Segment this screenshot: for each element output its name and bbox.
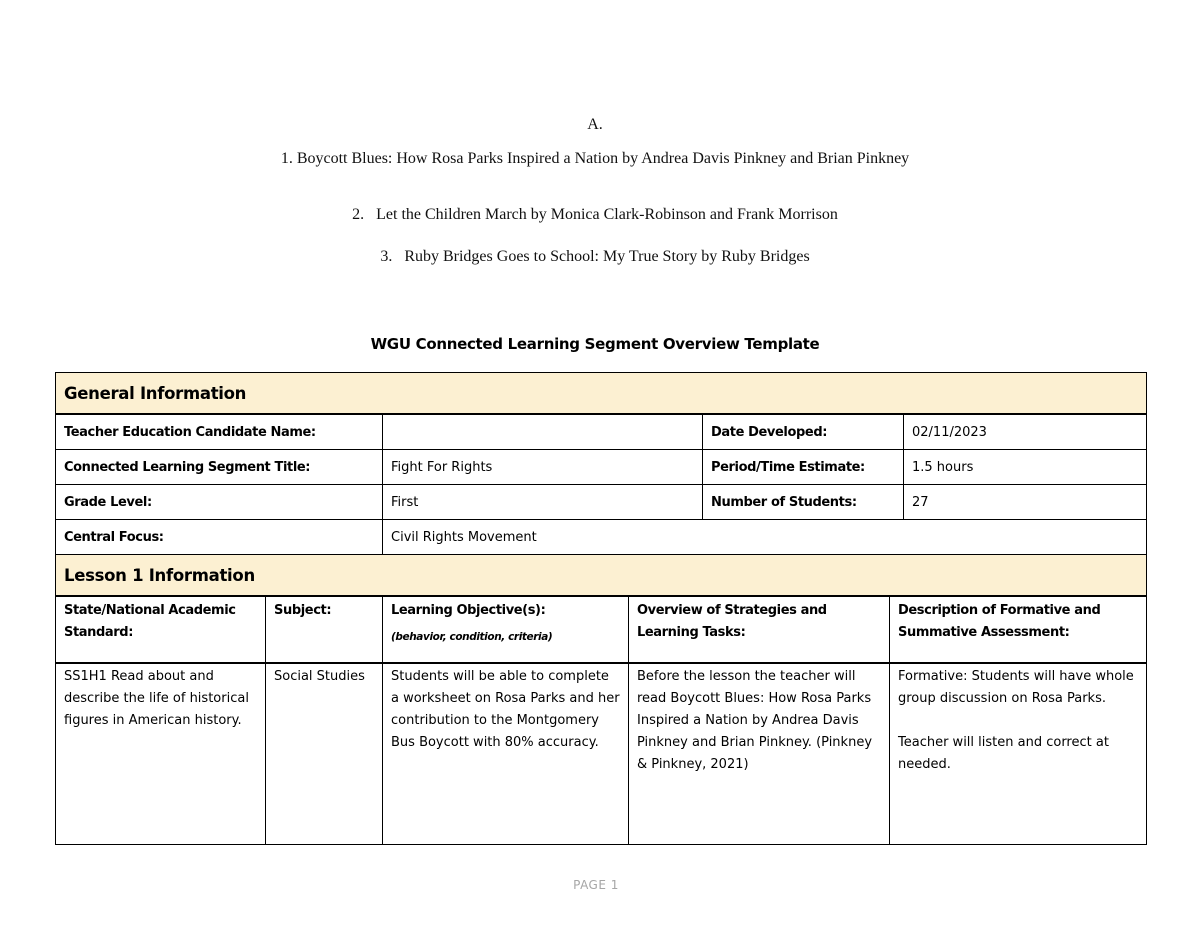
book-number: 2. <box>352 206 365 223</box>
info-row-segment-title <box>56 450 1147 485</box>
subject-header: Subject: <box>266 596 383 663</box>
objective-header <box>383 596 629 663</box>
book-title: Let the Children March by Monica Clark-Robinson and Frank Morrison <box>376 206 838 223</box>
candidate-name-label: Teacher Education Candidate Name: <box>56 414 383 450</box>
subject-cell: Social Studies <box>266 663 383 845</box>
book-number: 3. <box>380 248 393 265</box>
info-row-central-focus <box>56 520 1147 555</box>
date-developed-value: 02/11/2023 <box>904 414 1147 450</box>
assessment-spacer <box>898 710 1138 732</box>
info-row-grade <box>56 485 1147 520</box>
assessment-header: Description of Formative and Summative Assessment: <box>890 596 1147 663</box>
date-developed-label: Date Developed: <box>703 414 904 450</box>
page-number: PAGE 1 <box>573 878 619 892</box>
grade-level-label: Grade Level: <box>56 485 383 520</box>
standard-header: State/National Academic Standard: <box>56 596 266 663</box>
period-label: Period/Time Estimate: <box>703 450 904 485</box>
central-focus-label: Central Focus: <box>56 520 383 555</box>
students-value: 27 <box>904 485 1147 520</box>
book-title: Boycott Blues: How Rosa Parks Inspired a Nation by Andrea Davis Pinkney and Brian Pinkney <box>296 150 910 167</box>
segment-title-label: Connected Learning Segment Title: <box>56 450 383 485</box>
segment-overview-table <box>55 372 1147 845</box>
segment-title-value: Fight For Rights <box>383 450 703 485</box>
section-letter: A. <box>587 116 603 133</box>
book-list-item-1 <box>0 150 1190 168</box>
central-focus-value: Civil Rights Movement <box>383 520 1147 555</box>
lesson1-content-row <box>56 663 1147 845</box>
book-list-item-2 <box>0 206 1190 224</box>
strategies-header: Overview of Strategies and Learning Tasks: <box>629 596 890 663</box>
strategies-cell: Before the lesson the teacher will read Boycott Blues: How Rosa Parks Inspired a Nation by Andrea Davis Pinkney and Brian Pinkney. (Pinkney & Pinkney, 2021) <box>629 663 890 845</box>
general-info-heading: General Information <box>56 373 1147 415</box>
book-list-item-3 <box>0 248 1190 266</box>
objective-header-label: Learning Objective(s): <box>391 603 546 618</box>
assessment-cell <box>890 663 1147 845</box>
general-info-header-row <box>56 373 1147 415</box>
period-value: 1.5 hours <box>904 450 1147 485</box>
lesson1-column-headers <box>56 596 1147 663</box>
assessment-formative: Formative: Students will have whole group discussion on Rosa Parks. <box>898 669 1134 706</box>
lesson1-heading: Lesson 1 Information <box>56 555 1147 597</box>
grade-level-value: First <box>383 485 703 520</box>
book-number: 1. <box>280 150 293 167</box>
lesson1-header-row <box>56 555 1147 597</box>
objective-header-subtitle: (behavior, condition, criteria) <box>391 631 553 643</box>
students-label: Number of Students: <box>703 485 904 520</box>
objective-cell: Students will be able to complete a worksheet on Rosa Parks and her contribution to the Montgomery Bus Boycott with 80% accuracy. <box>383 663 629 845</box>
candidate-name-value <box>383 414 703 450</box>
standard-cell: SS1H1 Read about and describe the life of historical figures in American history. <box>56 663 266 845</box>
book-title: Ruby Bridges Goes to School: My True Story by Ruby Bridges <box>404 248 810 265</box>
assessment-teacher-note: Teacher will listen and correct at needed. <box>898 735 1109 772</box>
info-row-candidate <box>56 414 1147 450</box>
template-title: WGU Connected Learning Segment Overview Template <box>370 335 820 353</box>
